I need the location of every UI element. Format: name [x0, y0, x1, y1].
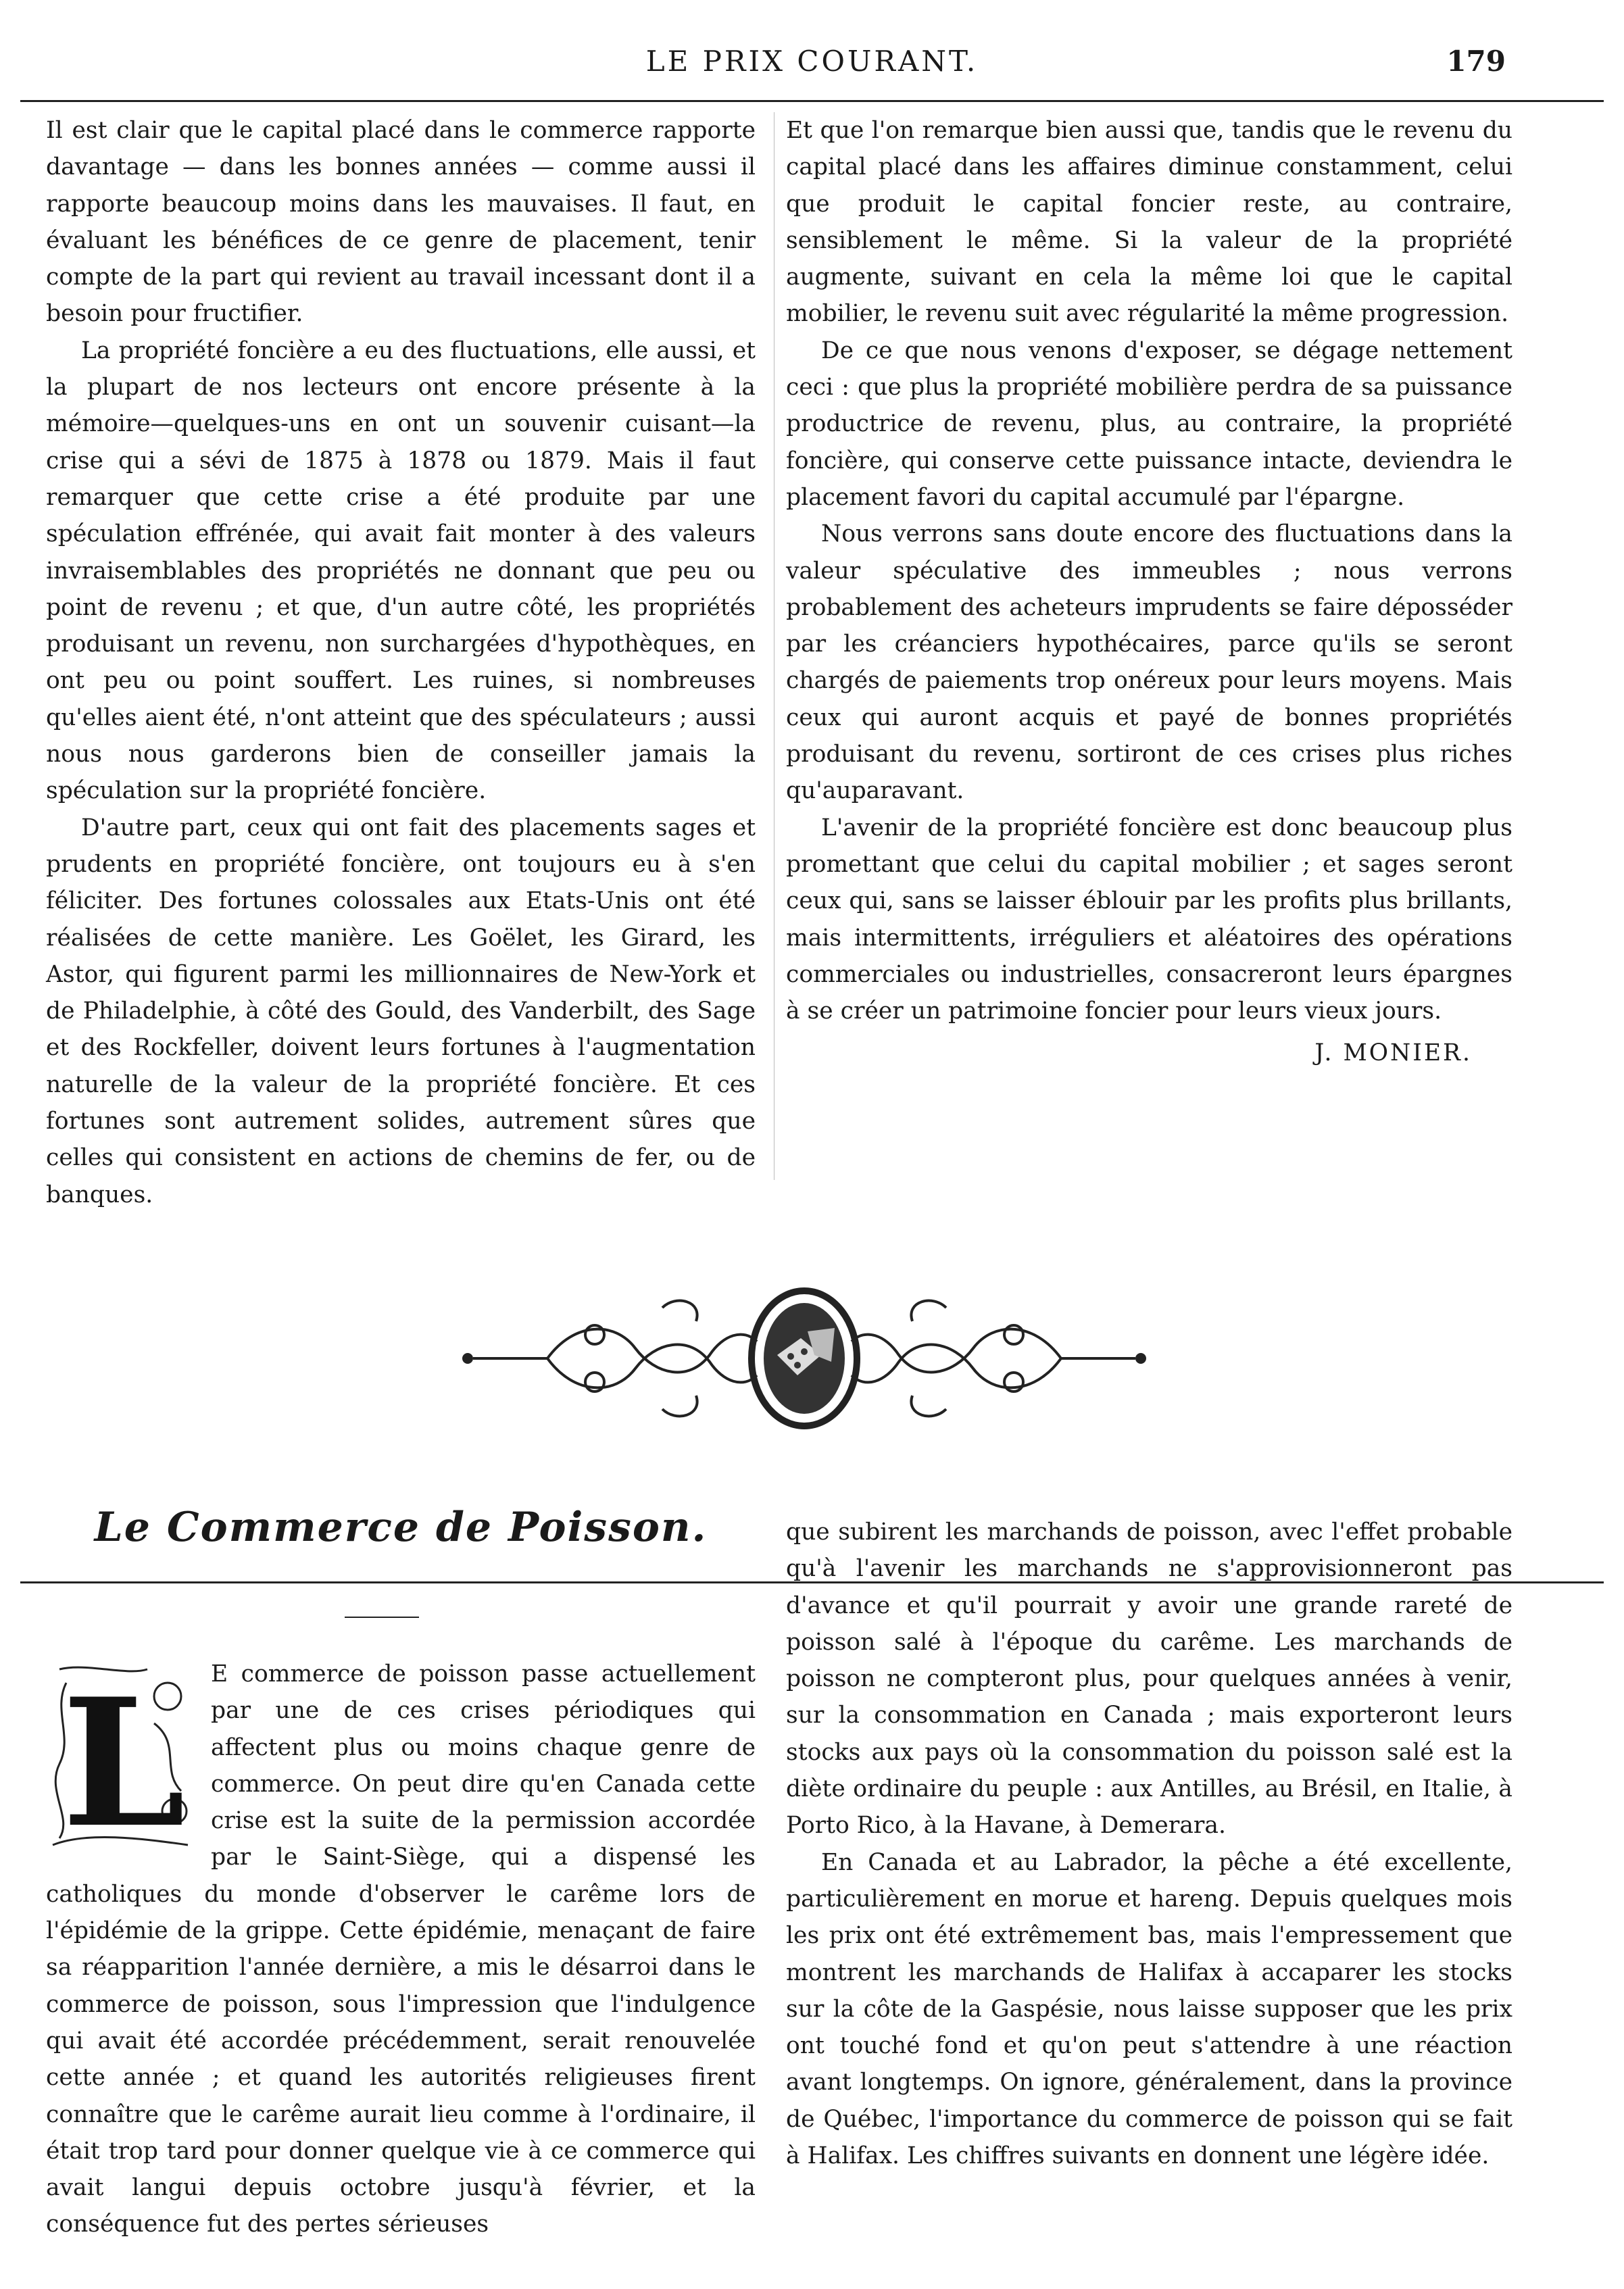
article1-column-right [786, 112, 1512, 1072]
header-rule [20, 100, 1604, 102]
article2-column-left [46, 1656, 756, 2243]
article1-column-left [46, 112, 756, 1213]
paragraph: que subirent les marchands de poisson, avec l'effet probable qu'à l'avenir les marchands ne s'approvisionneront pas d'avance et qu'il pourrait y avoir une grande rareté de poisson salé à l'époque du carême. Les marchands de poisson ne compteront plus, pour quelques années à venir, sur la consommation en Canada ; mais exporteront leurs stocks aux pays où la consommation du poisson salé est la diète ordinaire du peuple : aux Antilles, au Brésil, en Italie, à Porto Rico, à la Havane, à Demerara. [786, 1519, 1512, 1840]
paragraph: Nous verrons sans doute encore des fluctuations dans la valeur spéculative des immeubles ; nous verrons probablement des acheteurs imprudents se faire déposséder par les créanciers hypothécaires, parce qu'ils se seront chargés de paiements trop onéreux pour leurs moyens. Mais ceux qui auront acquis et payé de bonnes propriétés produisant du revenu, sortiront de ces crises plus riches qu'auparavant. [786, 520, 1512, 805]
paragraph: D'autre part, ceux qui ont fait des placements sages et prudents en propriété foncière, ont toujours eu à s'en féliciter. Des fortunes colossales aux Etats-Unis ont été réalisées de cette manière. Les Goëlet, les Girard, les Astor, qui figurent parmi les millionnaires de New-York et de Philadelphie, à côté des Gould, des Vanderbilt, des Sage et des Rockfeller, doivent leurs fortunes à l'augmentation naturelle de la valeur de la propriété foncière. Et ces fortunes sont autrement solides, autrement sûres que celles qui consistent en actions de chemins de fer, ou de banques. [46, 814, 756, 1208]
title-underline [345, 1617, 419, 1618]
author-signature: J. MONIER. [1314, 1039, 1472, 1067]
paragraph: Il est clair que le capital placé dans le commerce rapporte davantage — dans les bonnes années — comme aussi il rapporte beaucoup moins dans les mauvaises. Il faut, en évaluant les bénéfices de ce genre de placement, tenir compte de la part qui revient au travail incessant dont il a besoin pour fructifier. [46, 117, 756, 328]
article2-title: Le Commerce de Poisson. [94, 1504, 708, 1551]
paragraph: E commerce de poisson passe actuellement par une de ces crises périodiques qui affectent plus ou moins chaque genre de commerce. On peut dire qu'en Canada cette crise est la suite de la permission accordée par le Saint-Siège, qui a dispensé les catholiques du monde d'observer le carême lors de l'épidémie de la grippe. Cette épidémie, menaçant de faire sa réapparition l'année dernière, a mis le désarroi dans le commerce de poisson, sous l'impression que l'indulgence qui avait été accordée précédemment, serait renouvelée cette année ; et quand les autorités religieuses firent connaître que le carême aurait lieu comme à l'ordinaire, il était trop tard pour donner quelque vie à ce commerce qui avait langui depuis octobre jusqu'à février, et la conséquence fut des pertes sérieuses [46, 1660, 756, 2238]
page-header [0, 42, 1624, 82]
dropcap-letter-ornament [46, 1656, 201, 1859]
paragraph: En Canada et au Labrador, la pêche a été excellente, particulièrement en morue et hareng. Depuis quelques mois les prix ont été extrêmement bas, mais l'empressement que montrent les marchands de Halifax à accaparer les stocks sur la côte de la Gaspésie, nous laisse supposer que les prix ont touché fond et qu'on peut s'attendre à une réaction avant longtemps. On ignore, généralement, dans la province de Québec, l'importance du commerce de poisson qui se fait à Halifax. Les chiffres suivants en donnent une légère idée. [786, 1848, 1512, 2170]
paragraph: L'avenir de la propriété foncière est donc beaucoup plus promettant que celui du capital mobilier ; et sages seront ceux qui, sans se laisser éblouir par les profits plus brillants, mais intermittents, irréguliers et aléatoires des opérations commerciales ou industrielles, consacreront leurs épargnes à se créer un patrimoine foncier pour leurs vieux jours. [786, 814, 1512, 1025]
paragraph: Et que l'on remarque bien aussi que, tandis que le revenu du capital placé dans les affaires diminue constamment, celui que produit le capital foncier reste, au contraire, sensiblement le même. Si la valeur de la propriété augmente, suivant en cela la même loi que le capital mobilier, le revenu suit avec régularité la même progression. [786, 117, 1512, 328]
paragraph: De ce que nous venons d'exposer, se dégage nettement ceci : que plus la propriété mobilière perdra de sa puissance productrice de revenu, plus, au contraire, la propriété foncière, qui conserve cette puissance intacte, deviendra le placement favori du capital accumulé par l'épargne. [786, 337, 1512, 511]
paragraph: La propriété foncière a eu des fluctuations, elle aussi, et la plupart de nos lecteurs ont encore présente à la mémoire—quelques-uns en ont un souvenir cuisant—la crise qui a sévi de 1875 à 1878 ou 1879. Mais il faut remarquer que cette crise a été produite par une spéculation effrénée, qui avait fait monter à des valeurs invraisemblables des propriétés ne donnant que peu ou point de revenu ; et que, d'un autre côté, les propriétés produisant un revenu, non surchargées d'hypothèques, en ont peu ou point souffert. Les ruines, si nombreuses qu'elles aient été, n'ont atteint que des spéculateurs ; aussi nous nous garderons bien de conseiller jamais la spéculation sur la propriété foncière. [46, 337, 756, 805]
page-number: 179 [1446, 45, 1506, 78]
publication-title: LE PRIX COURANT. [645, 45, 979, 78]
decorative-ornament [460, 1281, 1149, 1436]
svg-text:L: L [61, 1660, 186, 1859]
article2-column-right [786, 1514, 1512, 2174]
